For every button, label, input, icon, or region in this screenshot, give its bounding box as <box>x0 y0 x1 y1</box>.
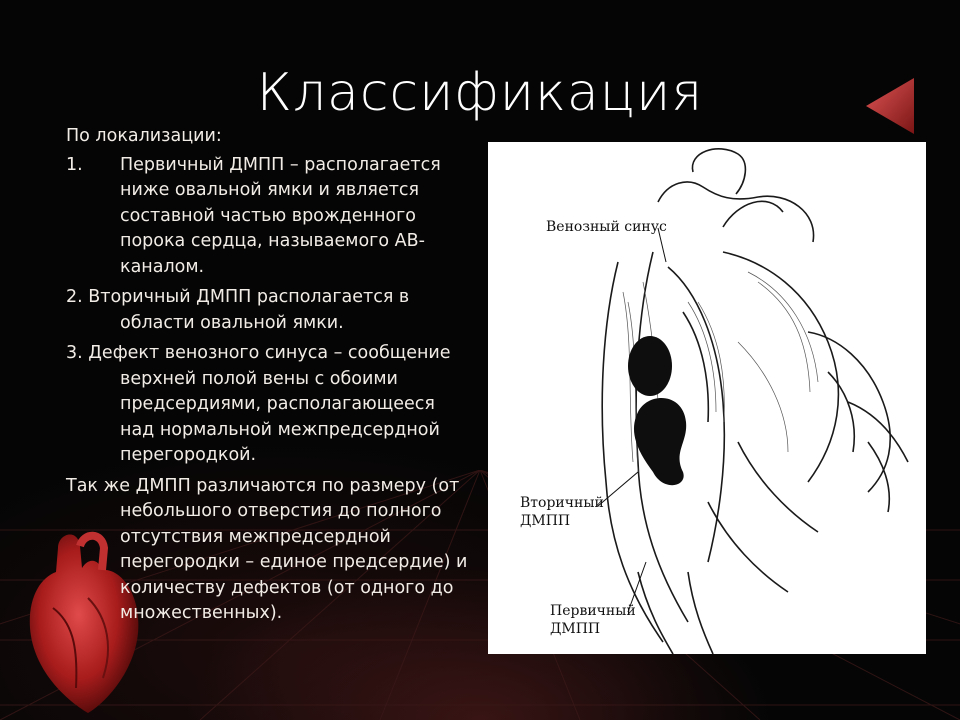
list-item: 2. Вторичный ДМПП располагается в области овальной ямки. <box>66 287 410 333</box>
item-text: Первичный ДМПП – располагается ниже овальной ямки и является составной частью врожденного порока сердца, называемого АВ-каналом. <box>120 154 441 277</box>
heart-diagram <box>488 142 926 654</box>
item-number: 1. <box>66 154 83 175</box>
size-note: Так же ДМПП различаются по размеру (от небольшого отверстия до полного отсутствия межпредсердной перегородки – единое предсердие) и количеству дефектов (от одного до множественных). <box>66 475 468 623</box>
label-venous-sinus: Венозный синус <box>546 219 667 235</box>
slide-title: Классификация <box>256 63 704 123</box>
label-secondary-asd: Вторичный ДМПП <box>520 495 604 529</box>
label-primary-asd: Первичный ДМПП <box>550 603 636 637</box>
list-item <box>66 153 470 281</box>
classification-text <box>66 124 470 632</box>
back-arrow-icon[interactable] <box>864 76 916 136</box>
intro-text: По локализации: <box>66 126 222 146</box>
list-item: 3. Дефект венозного синуса – сообщение верхней полой вены с обоими предсердиями, располагающееся над нормальной межпредсердной перегородкой. <box>66 343 451 465</box>
